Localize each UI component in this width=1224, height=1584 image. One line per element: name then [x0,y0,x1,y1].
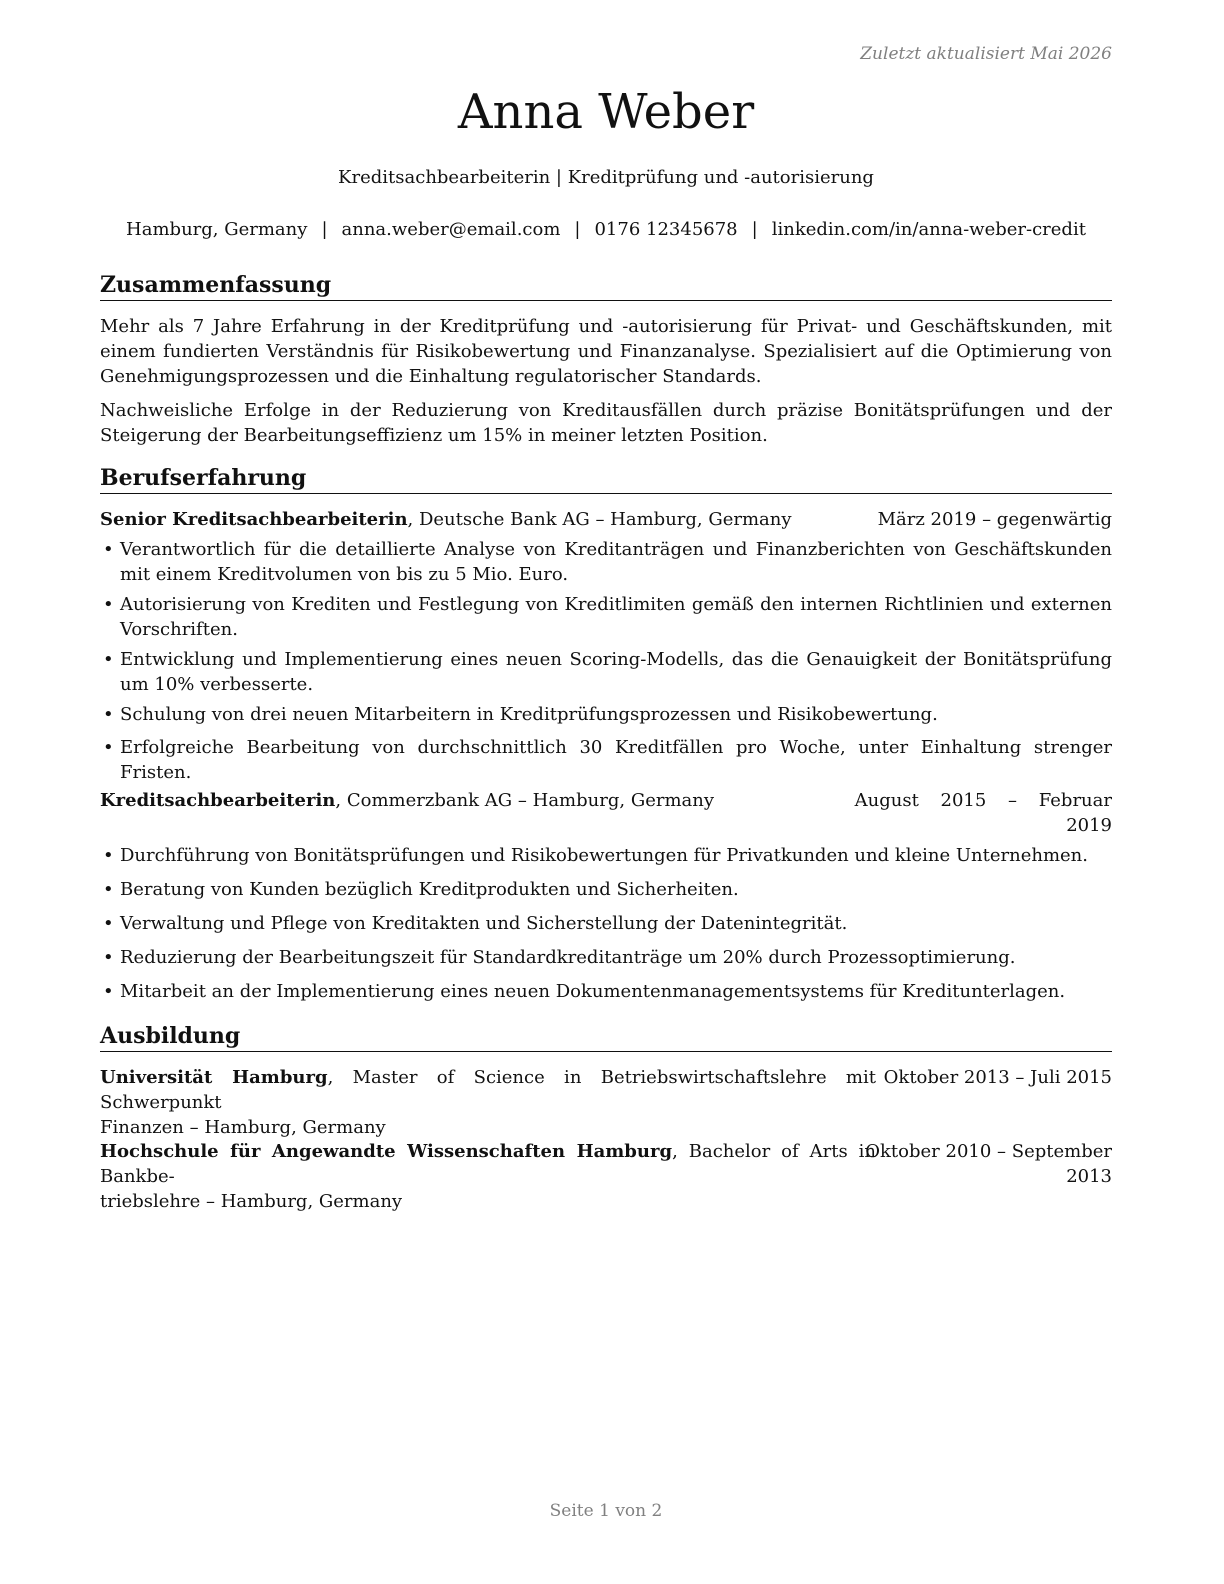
list-item: • Erfolgreiche Bearbeitung von durchschnittlich 30 Kreditfällen pro Woche, unter Einhaltung strenger Fristen. [103,737,1112,783]
list-item: • Autorisierung von Krediten und Festlegung von Kreditlimiten gemäß den internen Richtlinien und externen Vorschriften. [103,594,1112,640]
education-dates: Oktober 2013 – Juli 2015 [883,1067,1112,1088]
contact-linkedin[interactable]: linkedin.com/in/anna-weber-credit [771,219,1086,240]
job-title-line [100,788,714,813]
job-company: , Commerzbank AG – Hamburg, Germany [335,790,715,811]
bullet-icon: • [103,704,114,725]
job-dates: März 2019 – gegenwärtig [877,509,1112,530]
contact-phone[interactable]: 0176 12345678 [594,219,738,240]
bullet-icon: • [103,879,114,900]
bullet-icon: • [103,947,114,968]
bullet-icon: • [103,913,114,934]
bullet-icon: • [103,981,114,1002]
section-title-summary: Zusammenfassung [100,271,1112,301]
contact-email[interactable]: anna.weber@email.com [341,219,561,240]
section-title-experience: Berufserfahrung [100,464,1112,494]
page-number: Seite 1 von 2 [549,1501,663,1521]
job-bullet-list [100,537,1112,790]
job-role: Kreditsachbearbeiterin [100,790,336,811]
section-title-education: Ausbildung [100,1022,1112,1052]
list-item: • Verantwortlich für die detaillierte Analyse von Kreditanträgen und Finanzberichten von Geschäftskunden mit einem Kreditvolumen von bis zu 5 Mio. Euro. [103,539,1112,585]
education-school: Hochschule für Angewandte Wissenschaften Hamburg [100,1141,673,1162]
list-item: • Beratung von Kunden bezüglich Kreditprodukten und Sicherheiten. [103,879,739,900]
summary-paragraph: Nachweisliche Erfolge in der Reduzierung von Kreditausfällen durch präzise Bonitätsprüfungen und der Steigerung der Bearbeitungseffizienz um 15% in meiner letzten Position. [100,400,1112,446]
job-role: Senior Kreditsachbearbeiterin [100,509,408,530]
last-updated-note: Zuletzt aktualisiert Mai 2026 [860,44,1112,64]
list-item: • Entwicklung und Implementierung eines neuen Scoring-Modells, das die Genauigkeit der Bonitätsprüfung um 10% verbesserte. [103,649,1112,695]
bullet-icon: • [103,845,114,866]
bullet-icon: • [103,594,114,615]
bullet-icon: • [103,649,114,670]
job-dates: August 2015 – Februar 2019 [854,790,1112,836]
list-item: • Durchführung von Bonitätsprüfungen und Risikobewertungen für Privatkunden und kleine Unternehmen. [103,845,1089,866]
contact-separator: | [321,219,328,240]
bullet-icon: • [103,539,114,560]
job-company: , Deutsche Bank AG – Hamburg, Germany [407,509,792,530]
resume-page [100,0,1112,1584]
contact-separator: | [574,219,581,240]
list-item: • Verwaltung und Pflege von Kreditakten und Sicherstellung der Datenintegrität. [103,913,848,934]
education-degree: Universität Hamburg, Master of Science in Betriebswirtschaftslehre mit Schwerpunkt Finanzen – Hamburg, Germany [100,1067,876,1138]
job-title-line [100,507,792,532]
candidate-name: Anna Weber [457,84,755,140]
bullet-icon: • [103,737,114,758]
contact-location: Hamburg, Germany [126,219,308,240]
education-degree: Hochschule für Angewandte Wissenschaften Hamburg, Bachelor of Arts in Bankbe- triebslehre – Hamburg, Germany [100,1141,876,1212]
contact-separator: | [751,219,758,240]
summary-paragraph: Mehr als 7 Jahre Erfahrung in der Kreditprüfung und -autorisierung für Privat- und Geschäftskunden, mit einem fundierten Verständnis für Risikobewertung und Finanzanalyse. Spezialisiert auf die Optimierung von Genehmigungsprozessen und die Einhaltung regulatorischer Standards. [100,316,1112,387]
list-item: • Schulung von drei neuen Mitarbeitern in Kreditprüfungsprozessen und Risikobewertung. [103,704,938,725]
education-school: Universität Hamburg [100,1067,328,1088]
headline: Kreditsachbearbeiterin | Kreditprüfung und -autorisierung [338,167,874,188]
list-item: • Reduzierung der Bearbeitungszeit für Standardkreditanträge um 20% durch Prozessoptimierung. [103,947,1016,968]
education-dates: Oktober 2010 – September 2013 [865,1141,1112,1187]
list-item: • Mitarbeit an der Implementierung eines neuen Dokumentenmanagementsystems für Kreditunterlagen. [103,981,1066,1002]
job-bullet-list [100,843,1112,1009]
contact-line [100,219,1112,240]
